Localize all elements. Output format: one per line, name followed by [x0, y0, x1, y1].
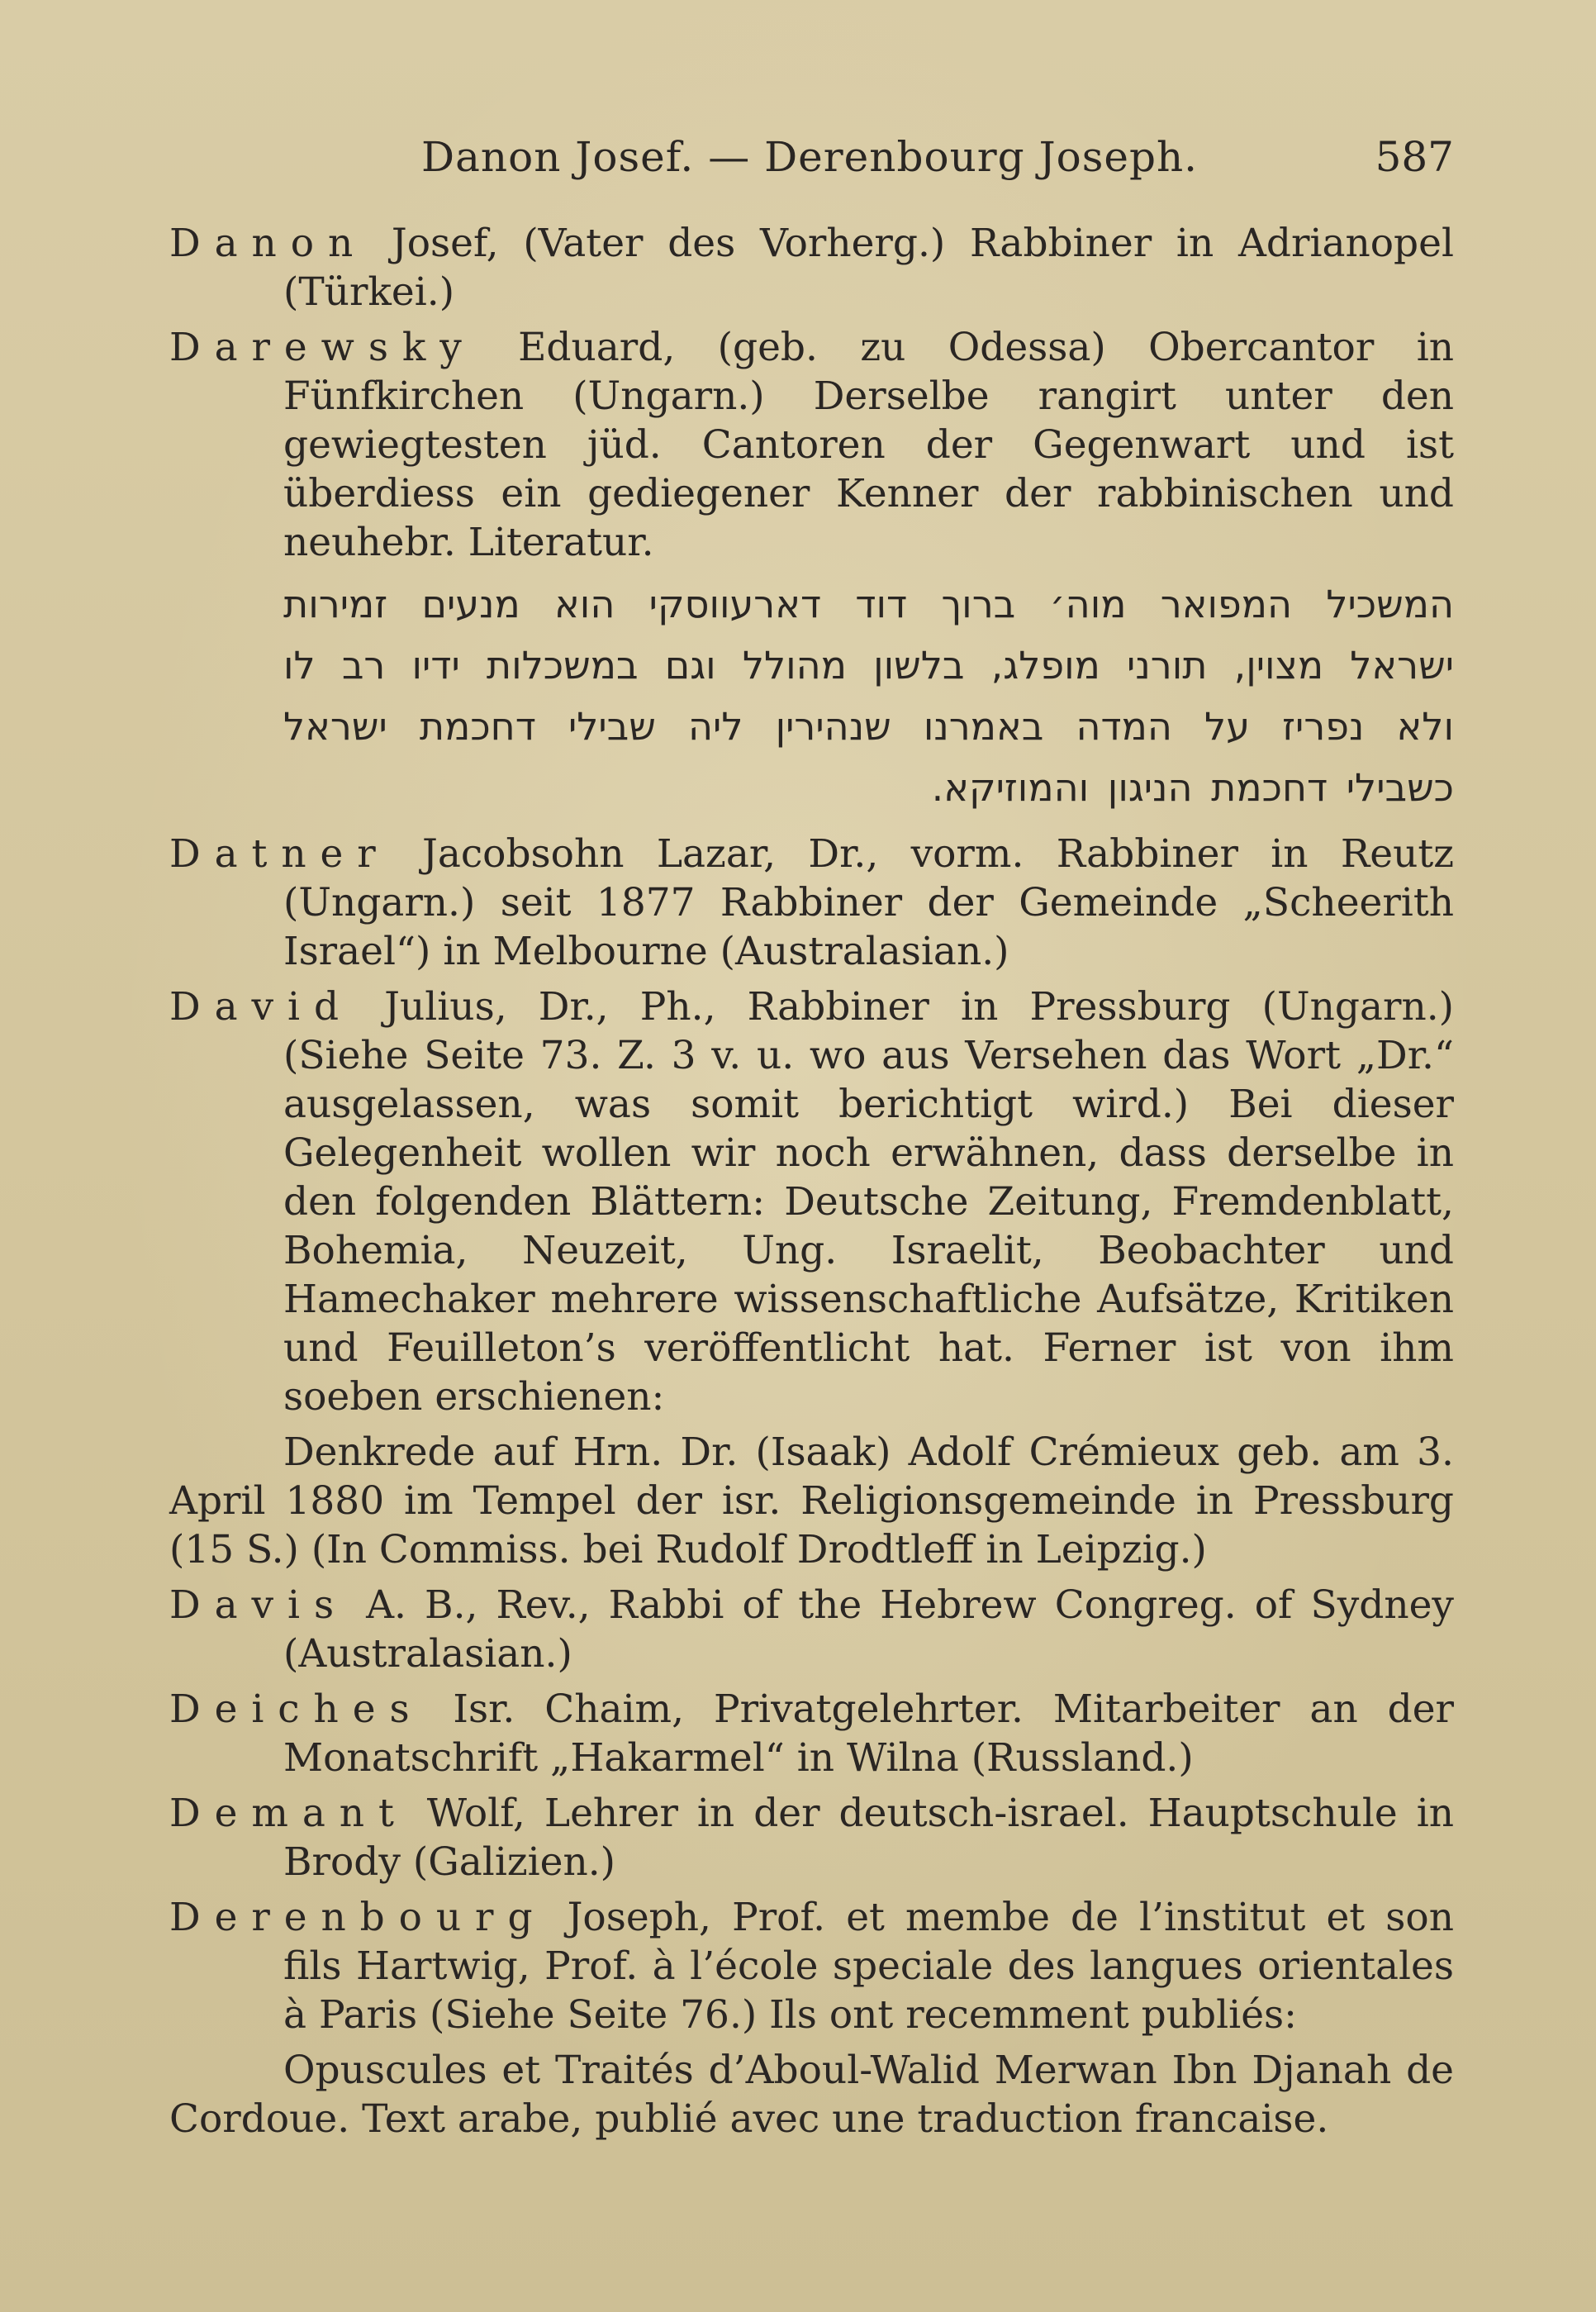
hebrew-line: ולא נפריז על המדה באמרנו שנהירין ליה שבילי דחכמת ישראל: [283, 704, 1454, 749]
entry-text: Isr. Chaim, Privatgelehrter. Mitarbeiter an der Monatschrift „Hakarmel“ in Wilna (Russland.): [283, 1686, 1454, 1781]
page-header: [169, 124, 1454, 190]
entry-deiches: [169, 1685, 1454, 1782]
entry-surname: Danon: [169, 221, 368, 266]
entry-danon: [169, 219, 1454, 316]
running-title: Danon Josef. — Derenbourg Joseph.: [421, 133, 1199, 181]
entry-text: Wolf, Lehrer in der deutsch-israel. Hauptschule in Brody (Galizien.): [283, 1791, 1454, 1885]
entry-surname: Demant: [169, 1791, 408, 1836]
page-number: 587: [1375, 133, 1454, 181]
entry-surname: Deiches: [169, 1686, 424, 1732]
entry-text: Joseph, Prof. et membe de l’institut et son fils Hartwig, Prof. à l’école speciale des langues orientales à Paris (Siehe Seite 76.) Ils ont recemment publiés:: [283, 1895, 1454, 2038]
entry-text: Josef, (Vater des Vorherg.) Rabbiner in Adrianopel (Türkei.): [283, 221, 1454, 315]
entry-datner: [169, 830, 1454, 976]
page-body: [169, 219, 1454, 2150]
entry-surname: Derenbourg: [169, 1895, 547, 1940]
hebrew-line: המשכיל המפואר מוה׳ ברוך דוד דארעווסקי הוא מנעים זמירות: [283, 582, 1454, 626]
entry-surname: Darewsky: [169, 325, 476, 370]
entry-text: Jacobsohn Lazar, Dr., vorm. Rabbiner in Reutz (Ungarn.) seit 1877 Rabbiner der Gemeinde „Scheerith Israel“) in Melbourne (Australasian.): [283, 831, 1454, 974]
entry-derenbourg: [169, 1893, 1454, 2039]
hebrew-line: כשבילי דחכמת הניגון והמוזיקא.: [931, 765, 1454, 810]
entry-text: Eduard, (geb. zu Odessa) Obercantor in Fünfkirchen (Ungarn.) Derselbe rangirt unter den gewiegtesten jüd. Cantoren der Gegenwart und ist überdiess ein gediegener Kenner der rabbinischen und neuhebr. Literatur.: [283, 325, 1454, 565]
hebrew-line: ישראל מצוין, תורני מופלג, בלשון מהולל וגם במשכלות ידיו רב לו: [283, 643, 1454, 687]
entry-davis: [169, 1581, 1454, 1678]
entry-david: [169, 982, 1454, 1421]
entry-darewsky: [169, 323, 1454, 567]
hebrew-quote-block: [169, 573, 1454, 818]
entry-text: A. B., Rev., Rabbi of the Hebrew Congreg. of Sydney (Australasian.): [283, 1582, 1454, 1677]
entry-surname: Davis: [169, 1582, 349, 1628]
cremieux-paragraph: Denkrede auf Hrn. Dr. (Isaak) Adolf Crémieux geb. am 3. April 1880 im Tempel der isr. Religionsgemeinde in Pressburg (15 S.) (In Commiss. bei Rudolf Drodtleff in Leipzig.): [169, 1430, 1454, 1572]
opuscules-paragraph: Opuscules et Traités d’Aboul-Walid Merwan Ibn Djanah de Cordoue. Text arabe, publié avec une traduction francaise.: [169, 2048, 1454, 2142]
entry-surname: Datner: [169, 831, 390, 877]
entry-demant: [169, 1789, 1454, 1886]
entry-surname: David: [169, 984, 353, 1030]
entry-text: Julius, Dr., Ph., Rabbiner in Pressburg (Ungarn.) (Siehe Seite 73. Z. 3 v. u. wo aus Versehen das Wort „Dr.“ ausgelassen, was somit berichtigt wird.) Bei dieser Gelegenheit wollen wir noch erwähnen, dass derselbe in den folgenden Blättern: Deutsche Zeitung, Fremdenblatt, Bohemia, Neuzeit, Ung. Israelit, Beobachter und Hamechaker mehrere wissenschaftliche Aufsätze, Kritiken und Feuilleton’s veröffentlicht hat. Ferner ist von ihm soeben erschienen:: [283, 984, 1454, 1420]
